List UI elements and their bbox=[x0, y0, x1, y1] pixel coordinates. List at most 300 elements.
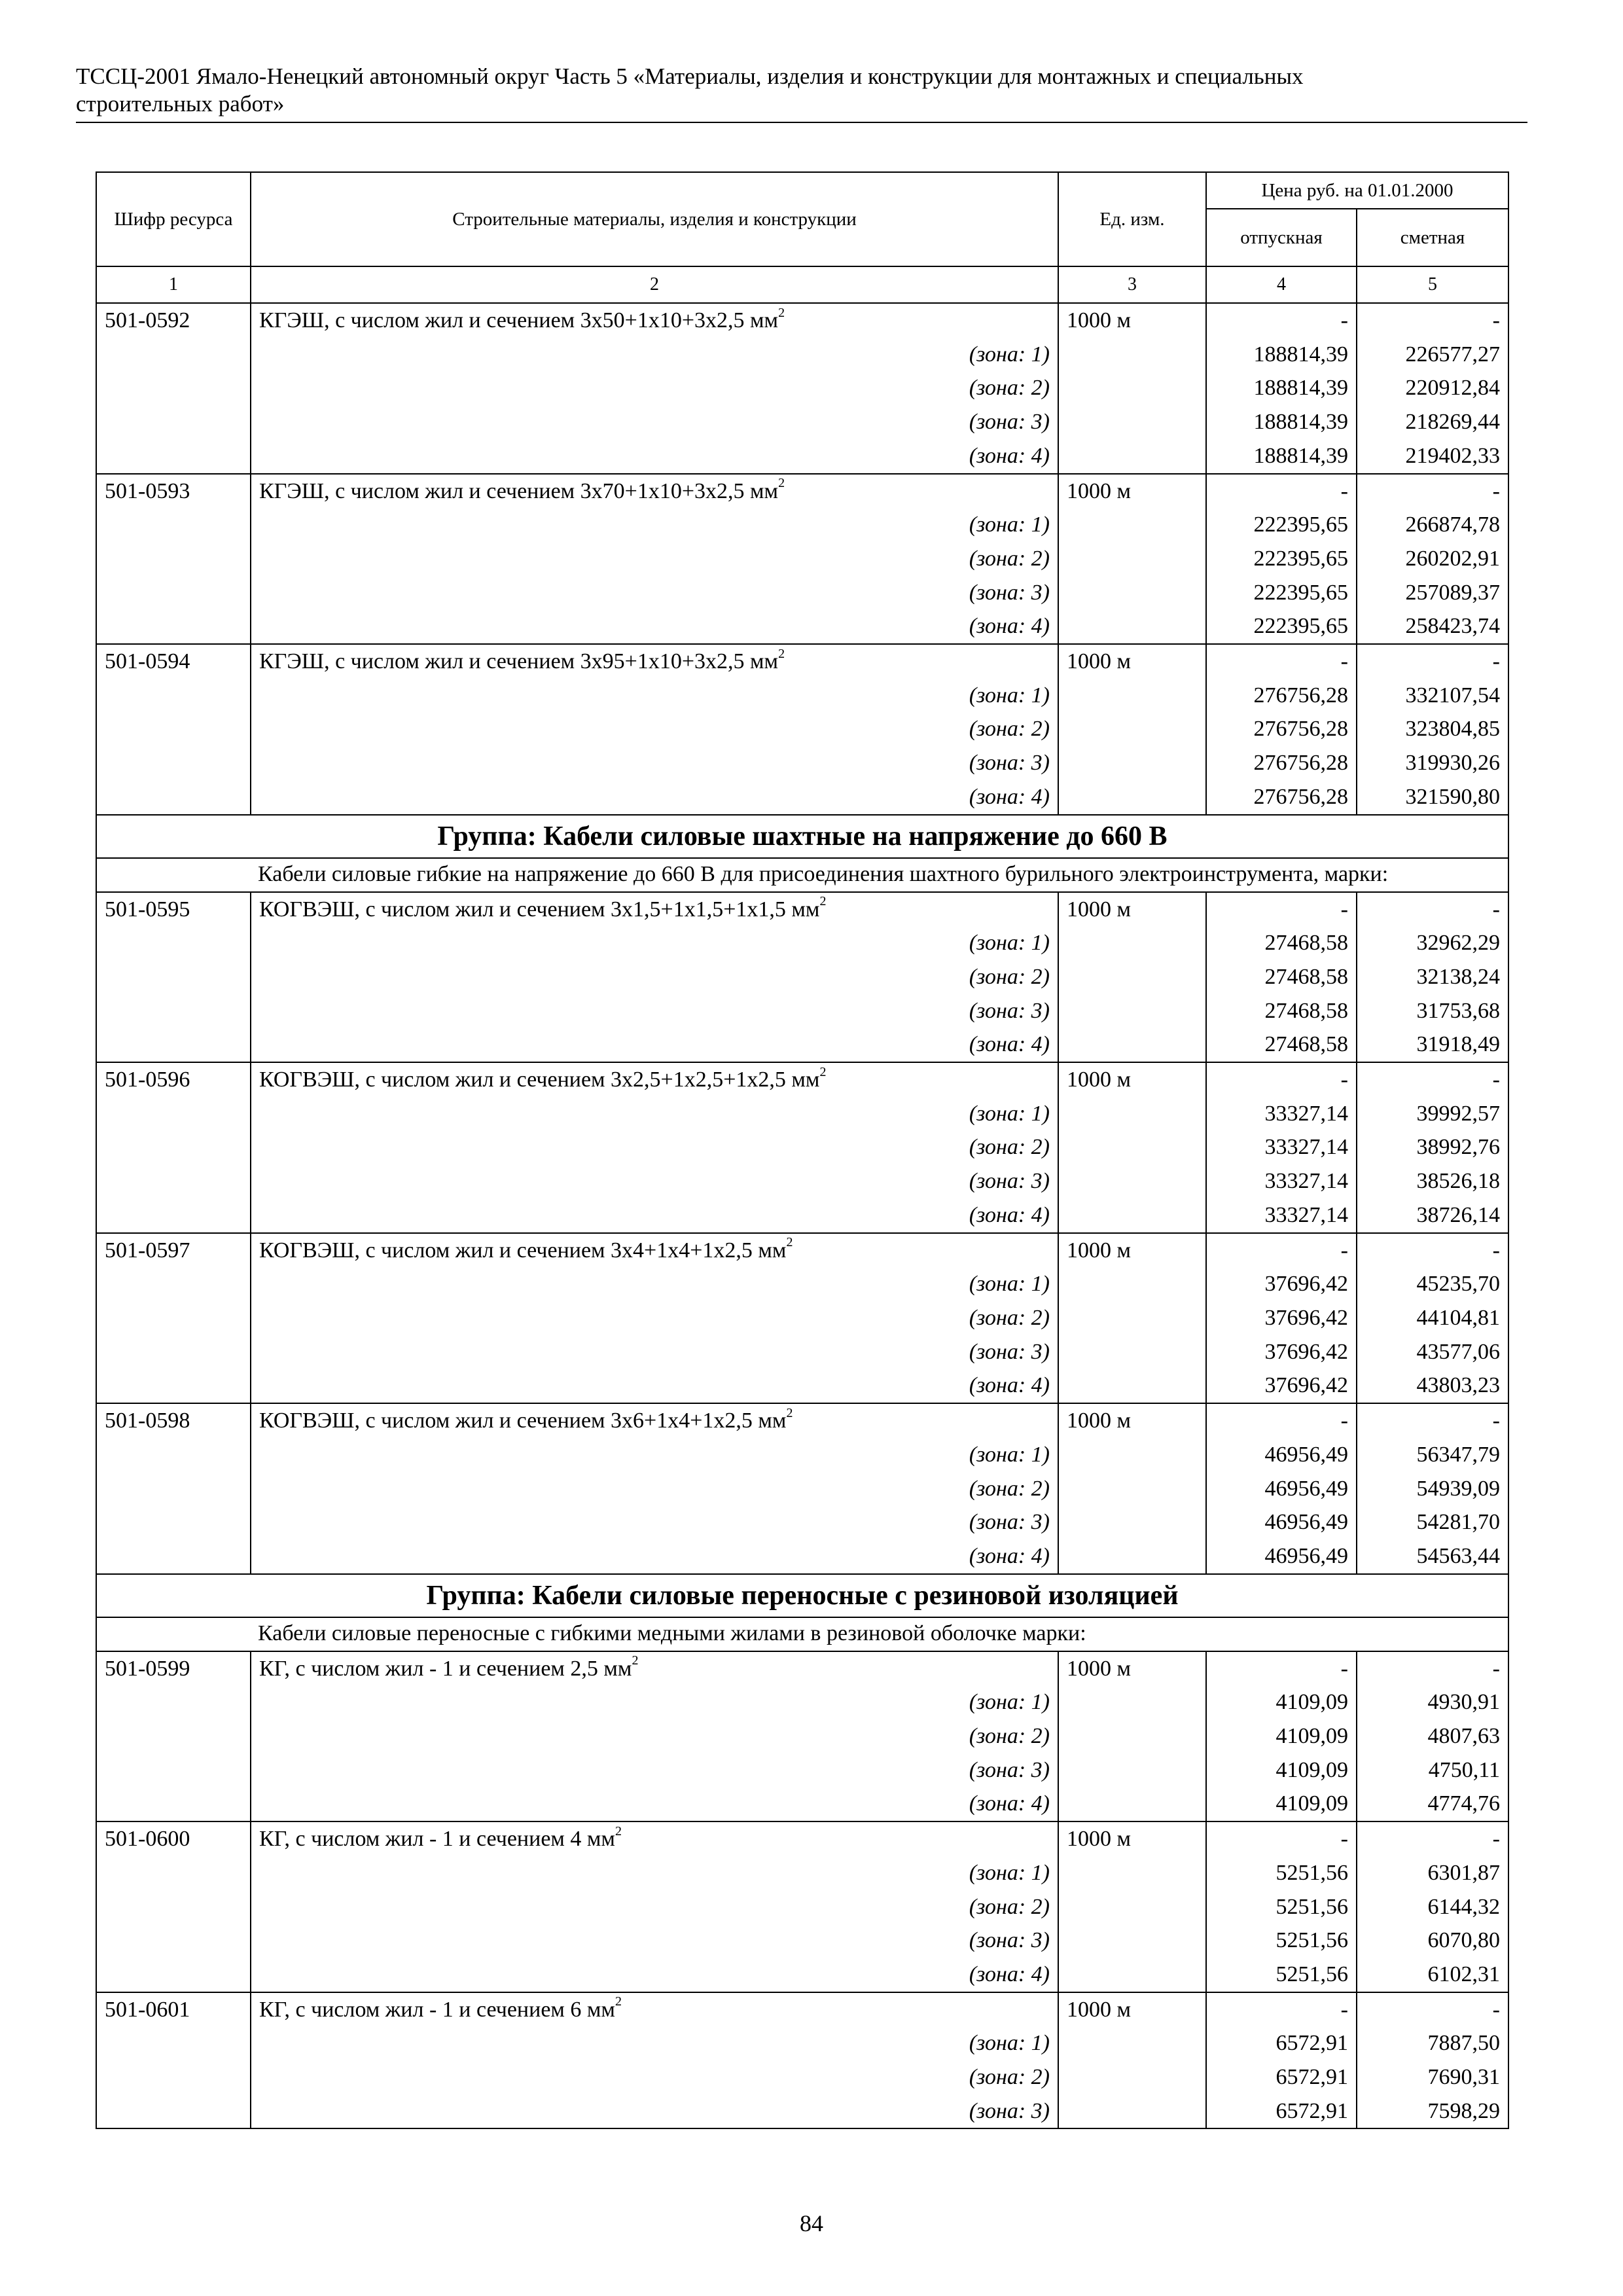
zone-row bbox=[96, 1438, 1508, 1472]
group-description-row bbox=[96, 858, 1508, 892]
estimate-price: - bbox=[1357, 644, 1508, 679]
zone-label: (зона: 4) bbox=[251, 439, 1058, 474]
estimate-price: 226577,27 bbox=[1357, 338, 1508, 372]
zone-label: (зона: 3) bbox=[251, 576, 1058, 610]
empty-cell bbox=[1058, 542, 1206, 576]
estimate-price: - bbox=[1357, 474, 1508, 509]
estimate-price: 220912,84 bbox=[1357, 371, 1508, 405]
empty-cell bbox=[1058, 994, 1206, 1028]
resource-name bbox=[251, 303, 1058, 338]
empty-cell bbox=[1058, 1472, 1206, 1506]
column-header-code: Шифр ресурса bbox=[96, 172, 251, 266]
release-price: - bbox=[1206, 1233, 1357, 1268]
estimate-price: 31918,49 bbox=[1357, 1028, 1508, 1062]
unit-of-measure: 1000 м bbox=[1058, 892, 1206, 927]
release-price: 222395,65 bbox=[1206, 508, 1357, 542]
release-price: 4109,09 bbox=[1206, 1719, 1357, 1753]
estimate-price: 38726,14 bbox=[1357, 1198, 1508, 1233]
zone-row bbox=[96, 1028, 1508, 1062]
release-price: 222395,65 bbox=[1206, 609, 1357, 644]
zone-row bbox=[96, 1164, 1508, 1198]
empty-cell bbox=[96, 576, 251, 610]
zone-row bbox=[96, 1890, 1508, 1924]
zone-label: (зона: 1) bbox=[251, 1438, 1058, 1472]
release-price: 5251,56 bbox=[1206, 1924, 1357, 1958]
column-header-release-price: отпускная bbox=[1206, 209, 1357, 266]
empty-cell bbox=[96, 609, 251, 644]
table-row bbox=[96, 303, 1508, 338]
estimate-price: 54281,70 bbox=[1357, 1505, 1508, 1539]
price-table bbox=[96, 171, 1509, 2129]
empty-cell bbox=[96, 2060, 251, 2094]
group-description-row bbox=[96, 1617, 1508, 1651]
empty-cell bbox=[96, 1787, 251, 1821]
zone-row bbox=[96, 1130, 1508, 1164]
unit-of-measure: 1000 м bbox=[1058, 1821, 1206, 1856]
release-price: 33327,14 bbox=[1206, 1097, 1357, 1131]
zone-row bbox=[96, 1924, 1508, 1958]
release-price: 46956,49 bbox=[1206, 1438, 1357, 1472]
empty-cell bbox=[96, 1369, 251, 1403]
zone-label: (зона: 4) bbox=[251, 1539, 1058, 1574]
zone-row bbox=[96, 542, 1508, 576]
table-head bbox=[96, 172, 1508, 303]
zone-row bbox=[96, 439, 1508, 474]
column-number: 2 bbox=[251, 266, 1058, 303]
header-title-line-1: ТССЦ-2001 Ямало-Ненецкий автономный округ Часть 5 «Материалы, изделия и конструкции для монтажных и специальных bbox=[76, 63, 1304, 89]
unit-superscript: 2 bbox=[778, 476, 785, 491]
resource-name-text: КГ, с числом жил - 1 и сечением 6 мм bbox=[259, 1997, 615, 2022]
table-row bbox=[96, 1233, 1508, 1268]
empty-cell bbox=[1058, 1890, 1206, 1924]
estimate-price: - bbox=[1357, 1992, 1508, 2027]
group-description: Кабели силовые гибкие на напряжение до 660 В для присоединения шахтного бурильного электроинструмента, марки: bbox=[96, 858, 1508, 892]
table-row bbox=[96, 1992, 1508, 2027]
release-price: 46956,49 bbox=[1206, 1505, 1357, 1539]
empty-cell bbox=[1058, 1097, 1206, 1131]
zone-row bbox=[96, 1753, 1508, 1787]
release-price: 46956,49 bbox=[1206, 1472, 1357, 1506]
zone-label: (зона: 1) bbox=[251, 508, 1058, 542]
column-header-unit: Ед. изм. bbox=[1058, 172, 1206, 266]
table-row bbox=[96, 474, 1508, 509]
resource-name bbox=[251, 1233, 1058, 1268]
zone-label: (зона: 4) bbox=[251, 1198, 1058, 1233]
empty-cell bbox=[96, 1719, 251, 1753]
empty-cell bbox=[96, 371, 251, 405]
estimate-price: 54939,09 bbox=[1357, 1472, 1508, 1506]
zone-label: (зона: 1) bbox=[251, 1097, 1058, 1131]
resource-name-text: КГ, с числом жил - 1 и сечением 2,5 мм bbox=[259, 1656, 632, 1681]
resource-code: 501-0594 bbox=[96, 644, 251, 679]
release-price: 6572,91 bbox=[1206, 2094, 1357, 2129]
zone-label: (зона: 1) bbox=[251, 679, 1058, 713]
zone-row bbox=[96, 1505, 1508, 1539]
zone-label: (зона: 4) bbox=[251, 1028, 1058, 1062]
empty-cell bbox=[96, 1097, 251, 1131]
resource-name-text: КОГВЭШ, с числом жил и сечением 3х1,5+1х1,5+1х1,5 мм bbox=[259, 897, 820, 922]
empty-cell bbox=[96, 1028, 251, 1062]
resource-name-text: КГЭШ, с числом жил и сечением 3х50+1х10+3х2,5 мм bbox=[259, 308, 779, 332]
column-number: 4 bbox=[1206, 266, 1357, 303]
release-price: 27468,58 bbox=[1206, 960, 1357, 994]
release-price: 222395,65 bbox=[1206, 576, 1357, 610]
release-price: 222395,65 bbox=[1206, 542, 1357, 576]
zone-label: (зона: 2) bbox=[251, 1719, 1058, 1753]
estimate-price: - bbox=[1357, 1062, 1508, 1097]
release-price: 37696,42 bbox=[1206, 1267, 1357, 1301]
empty-cell bbox=[96, 746, 251, 780]
zone-label: (зона: 2) bbox=[251, 1301, 1058, 1335]
estimate-price: 260202,91 bbox=[1357, 542, 1508, 576]
zone-row bbox=[96, 1856, 1508, 1890]
empty-cell bbox=[1058, 1685, 1206, 1719]
estimate-price: 6070,80 bbox=[1357, 1924, 1508, 1958]
table-row bbox=[96, 644, 1508, 679]
resource-name bbox=[251, 892, 1058, 927]
zone-label: (зона: 3) bbox=[251, 746, 1058, 780]
resource-code: 501-0593 bbox=[96, 474, 251, 509]
empty-cell bbox=[96, 338, 251, 372]
unit-superscript: 2 bbox=[786, 1405, 793, 1420]
zone-row bbox=[96, 1267, 1508, 1301]
release-price: 276756,28 bbox=[1206, 679, 1357, 713]
zone-label: (зона: 3) bbox=[251, 1335, 1058, 1369]
zone-label: (зона: 1) bbox=[251, 926, 1058, 960]
unit-of-measure: 1000 м bbox=[1058, 1062, 1206, 1097]
zone-label: (зона: 3) bbox=[251, 2094, 1058, 2129]
empty-cell bbox=[96, 542, 251, 576]
zone-label: (зона: 4) bbox=[251, 1369, 1058, 1403]
estimate-price: 4930,91 bbox=[1357, 1685, 1508, 1719]
release-price: - bbox=[1206, 303, 1357, 338]
resource-name bbox=[251, 1403, 1058, 1438]
table-row bbox=[96, 892, 1508, 927]
estimate-price: 218269,44 bbox=[1357, 405, 1508, 439]
page-header bbox=[76, 63, 1516, 118]
empty-cell bbox=[1058, 1539, 1206, 1574]
resource-code: 501-0601 bbox=[96, 1992, 251, 2027]
estimate-price: 7690,31 bbox=[1357, 2060, 1508, 2094]
zone-row bbox=[96, 1958, 1508, 1992]
release-price: 5251,56 bbox=[1206, 1958, 1357, 1992]
empty-cell bbox=[96, 1301, 251, 1335]
zone-row bbox=[96, 1301, 1508, 1335]
empty-cell bbox=[96, 1198, 251, 1233]
resource-code: 501-0596 bbox=[96, 1062, 251, 1097]
resource-name bbox=[251, 1651, 1058, 1686]
zone-row bbox=[96, 576, 1508, 610]
header-divider bbox=[76, 122, 1527, 123]
empty-cell bbox=[1058, 439, 1206, 474]
empty-cell bbox=[1058, 926, 1206, 960]
column-header-price-group: Цена руб. на 01.01.2000 bbox=[1206, 172, 1508, 209]
estimate-price: 54563,44 bbox=[1357, 1539, 1508, 1574]
empty-cell bbox=[1058, 2094, 1206, 2129]
empty-cell bbox=[96, 1753, 251, 1787]
estimate-price: 38526,18 bbox=[1357, 1164, 1508, 1198]
group-heading: Группа: Кабели силовые шахтные на напряжение до 660 В bbox=[96, 815, 1508, 858]
empty-cell bbox=[96, 1164, 251, 1198]
zone-row bbox=[96, 609, 1508, 644]
estimate-price: 45235,70 bbox=[1357, 1267, 1508, 1301]
estimate-price: 332107,54 bbox=[1357, 679, 1508, 713]
column-number: 5 bbox=[1357, 266, 1508, 303]
empty-cell bbox=[1058, 1787, 1206, 1821]
zone-label: (зона: 2) bbox=[251, 371, 1058, 405]
estimate-price: 32138,24 bbox=[1357, 960, 1508, 994]
empty-cell bbox=[96, 780, 251, 815]
zone-label: (зона: 3) bbox=[251, 1164, 1058, 1198]
resource-name bbox=[251, 474, 1058, 509]
estimate-price: 258423,74 bbox=[1357, 609, 1508, 644]
resource-code: 501-0598 bbox=[96, 1403, 251, 1438]
release-price: - bbox=[1206, 1992, 1357, 2027]
resource-name bbox=[251, 1062, 1058, 1097]
column-header-name: Строительные материалы, изделия и конструкции bbox=[251, 172, 1058, 266]
column-number: 1 bbox=[96, 266, 251, 303]
unit-of-measure: 1000 м bbox=[1058, 1651, 1206, 1686]
empty-cell bbox=[96, 1856, 251, 1890]
empty-cell bbox=[96, 1267, 251, 1301]
zone-label: (зона: 4) bbox=[251, 1958, 1058, 1992]
zone-row bbox=[96, 960, 1508, 994]
unit-superscript: 2 bbox=[615, 1823, 622, 1839]
zone-label: (зона: 2) bbox=[251, 2060, 1058, 2094]
empty-cell bbox=[1058, 1028, 1206, 1062]
zone-row bbox=[96, 1685, 1508, 1719]
release-price: 5251,56 bbox=[1206, 1890, 1357, 1924]
group-heading-row bbox=[96, 1574, 1508, 1617]
empty-cell bbox=[1058, 780, 1206, 815]
resource-code: 501-0597 bbox=[96, 1233, 251, 1268]
estimate-price: 7598,29 bbox=[1357, 2094, 1508, 2129]
estimate-price: 43803,23 bbox=[1357, 1369, 1508, 1403]
estimate-price: 38992,76 bbox=[1357, 1130, 1508, 1164]
unit-superscript: 2 bbox=[615, 1994, 622, 2009]
empty-cell bbox=[1058, 1505, 1206, 1539]
release-price: 6572,91 bbox=[1206, 2026, 1357, 2060]
empty-cell bbox=[1058, 1335, 1206, 1369]
release-price: 188814,39 bbox=[1206, 371, 1357, 405]
table-body bbox=[96, 303, 1508, 2128]
unit-superscript: 2 bbox=[819, 1064, 827, 1079]
empty-cell bbox=[96, 712, 251, 746]
unit-of-measure: 1000 м bbox=[1058, 303, 1206, 338]
column-number: 3 bbox=[1058, 266, 1206, 303]
zone-row bbox=[96, 1787, 1508, 1821]
zone-row bbox=[96, 1539, 1508, 1574]
release-price: - bbox=[1206, 1403, 1357, 1438]
empty-cell bbox=[1058, 1267, 1206, 1301]
release-price: 5251,56 bbox=[1206, 1856, 1357, 1890]
estimate-price: - bbox=[1357, 1403, 1508, 1438]
empty-cell bbox=[1058, 746, 1206, 780]
zone-row bbox=[96, 1335, 1508, 1369]
resource-code: 501-0595 bbox=[96, 892, 251, 927]
resource-name bbox=[251, 1992, 1058, 2027]
release-price: 33327,14 bbox=[1206, 1164, 1357, 1198]
column-header-estimate-price: сметная bbox=[1357, 209, 1508, 266]
zone-row bbox=[96, 405, 1508, 439]
zone-label: (зона: 2) bbox=[251, 542, 1058, 576]
empty-cell bbox=[96, 1438, 251, 1472]
zone-label: (зона: 1) bbox=[251, 2026, 1058, 2060]
zone-row bbox=[96, 1369, 1508, 1403]
group-description: Кабели силовые переносные с гибкими медными жилами в резиновой оболочке марки: bbox=[96, 1617, 1508, 1651]
empty-cell bbox=[1058, 2026, 1206, 2060]
estimate-price: - bbox=[1357, 1651, 1508, 1686]
release-price: 46956,49 bbox=[1206, 1539, 1357, 1574]
zone-label: (зона: 4) bbox=[251, 780, 1058, 815]
empty-cell bbox=[1058, 1438, 1206, 1472]
table-row bbox=[96, 1062, 1508, 1097]
resource-name-text: КГЭШ, с числом жил и сечением 3х70+1х10+3х2,5 мм bbox=[259, 478, 779, 503]
zone-label: (зона: 4) bbox=[251, 609, 1058, 644]
zone-row bbox=[96, 712, 1508, 746]
resource-name bbox=[251, 644, 1058, 679]
group-heading-row bbox=[96, 815, 1508, 858]
release-price: 4109,09 bbox=[1206, 1753, 1357, 1787]
release-price: 188814,39 bbox=[1206, 439, 1357, 474]
table-row bbox=[96, 1651, 1508, 1686]
release-price: 37696,42 bbox=[1206, 1335, 1357, 1369]
release-price: - bbox=[1206, 474, 1357, 509]
empty-cell bbox=[1058, 371, 1206, 405]
unit-superscript: 2 bbox=[786, 1235, 793, 1250]
empty-cell bbox=[1058, 1198, 1206, 1233]
estimate-price: 219402,33 bbox=[1357, 439, 1508, 474]
empty-cell bbox=[96, 994, 251, 1028]
zone-label: (зона: 2) bbox=[251, 960, 1058, 994]
release-price: 37696,42 bbox=[1206, 1301, 1357, 1335]
estimate-price: 6144,32 bbox=[1357, 1890, 1508, 1924]
zone-row bbox=[96, 1097, 1508, 1131]
empty-cell bbox=[96, 1505, 251, 1539]
estimate-price: 43577,06 bbox=[1357, 1335, 1508, 1369]
zone-label: (зона: 3) bbox=[251, 1505, 1058, 1539]
empty-cell bbox=[1058, 1753, 1206, 1787]
estimate-price: 32962,29 bbox=[1357, 926, 1508, 960]
release-price: - bbox=[1206, 1651, 1357, 1686]
zone-label: (зона: 2) bbox=[251, 712, 1058, 746]
zone-label: (зона: 4) bbox=[251, 1787, 1058, 1821]
unit-of-measure: 1000 м bbox=[1058, 1992, 1206, 2027]
table-row bbox=[96, 1821, 1508, 1856]
empty-cell bbox=[1058, 338, 1206, 372]
empty-cell bbox=[96, 1130, 251, 1164]
zone-row bbox=[96, 2094, 1508, 2129]
release-price: 188814,39 bbox=[1206, 338, 1357, 372]
zone-row bbox=[96, 1719, 1508, 1753]
resource-name-text: КОГВЭШ, с числом жил и сечением 3х2,5+1х2,5+1х2,5 мм bbox=[259, 1067, 820, 1092]
release-price: 276756,28 bbox=[1206, 712, 1357, 746]
empty-cell bbox=[1058, 1164, 1206, 1198]
zone-row bbox=[96, 746, 1508, 780]
zone-row bbox=[96, 2026, 1508, 2060]
empty-cell bbox=[96, 1685, 251, 1719]
empty-cell bbox=[96, 2094, 251, 2129]
unit-superscript: 2 bbox=[778, 305, 785, 320]
zone-row bbox=[96, 508, 1508, 542]
empty-cell bbox=[96, 960, 251, 994]
empty-cell bbox=[1058, 1924, 1206, 1958]
release-price: 33327,14 bbox=[1206, 1130, 1357, 1164]
zone-row bbox=[96, 994, 1508, 1028]
unit-superscript: 2 bbox=[819, 894, 827, 909]
empty-cell bbox=[1058, 679, 1206, 713]
empty-cell bbox=[96, 1924, 251, 1958]
empty-cell bbox=[1058, 609, 1206, 644]
unit-of-measure: 1000 м bbox=[1058, 1233, 1206, 1268]
zone-row bbox=[96, 1198, 1508, 1233]
zone-label: (зона: 1) bbox=[251, 1856, 1058, 1890]
estimate-price: 4807,63 bbox=[1357, 1719, 1508, 1753]
estimate-price: 7887,50 bbox=[1357, 2026, 1508, 2060]
empty-cell bbox=[96, 405, 251, 439]
resource-name-text: КОГВЭШ, с числом жил и сечением 3х4+1х4+1х2,5 мм bbox=[259, 1238, 787, 1263]
resource-code: 501-0599 bbox=[96, 1651, 251, 1686]
release-price: - bbox=[1206, 1821, 1357, 1856]
resource-code: 501-0600 bbox=[96, 1821, 251, 1856]
page-number: 84 bbox=[800, 2210, 823, 2236]
zone-label: (зона: 3) bbox=[251, 994, 1058, 1028]
estimate-price: 323804,85 bbox=[1357, 712, 1508, 746]
release-price: 6572,91 bbox=[1206, 2060, 1357, 2094]
unit-of-measure: 1000 м bbox=[1058, 1403, 1206, 1438]
empty-cell bbox=[96, 926, 251, 960]
resource-name-text: КОГВЭШ, с числом жил и сечением 3х6+1х4+1х2,5 мм bbox=[259, 1408, 787, 1433]
zone-label: (зона: 3) bbox=[251, 1924, 1058, 1958]
header-title-line-2: строительных работ» bbox=[76, 91, 285, 117]
empty-cell bbox=[96, 1958, 251, 1992]
estimate-price: 266874,78 bbox=[1357, 508, 1508, 542]
empty-cell bbox=[1058, 405, 1206, 439]
empty-cell bbox=[1058, 508, 1206, 542]
estimate-price: - bbox=[1357, 892, 1508, 927]
estimate-price: - bbox=[1357, 1233, 1508, 1268]
resource-name-text: КГЭШ, с числом жил и сечением 3х95+1х10+3х2,5 мм bbox=[259, 649, 779, 674]
table-row bbox=[96, 1403, 1508, 1438]
empty-cell bbox=[96, 1335, 251, 1369]
zone-label: (зона: 3) bbox=[251, 405, 1058, 439]
estimate-price: - bbox=[1357, 303, 1508, 338]
zone-row bbox=[96, 1472, 1508, 1506]
unit-of-measure: 1000 м bbox=[1058, 474, 1206, 509]
unit-superscript: 2 bbox=[632, 1653, 639, 1668]
estimate-price: 31753,68 bbox=[1357, 994, 1508, 1028]
estimate-price: 4774,76 bbox=[1357, 1787, 1508, 1821]
release-price: - bbox=[1206, 644, 1357, 679]
empty-cell bbox=[96, 2026, 251, 2060]
empty-cell bbox=[1058, 1369, 1206, 1403]
estimate-price: 39992,57 bbox=[1357, 1097, 1508, 1131]
empty-cell bbox=[1058, 2060, 1206, 2094]
estimate-price: 6102,31 bbox=[1357, 1958, 1508, 1992]
estimate-price: 321590,80 bbox=[1357, 780, 1508, 815]
estimate-price: 4750,11 bbox=[1357, 1753, 1508, 1787]
empty-cell bbox=[96, 1539, 251, 1574]
estimate-price: 44104,81 bbox=[1357, 1301, 1508, 1335]
empty-cell bbox=[96, 1472, 251, 1506]
release-price: 27468,58 bbox=[1206, 1028, 1357, 1062]
release-price: 276756,28 bbox=[1206, 746, 1357, 780]
empty-cell bbox=[96, 508, 251, 542]
resource-name-text: КГ, с числом жил - 1 и сечением 4 мм bbox=[259, 1827, 615, 1852]
resource-name bbox=[251, 1821, 1058, 1856]
resource-code: 501-0592 bbox=[96, 303, 251, 338]
zone-label: (зона: 2) bbox=[251, 1130, 1058, 1164]
